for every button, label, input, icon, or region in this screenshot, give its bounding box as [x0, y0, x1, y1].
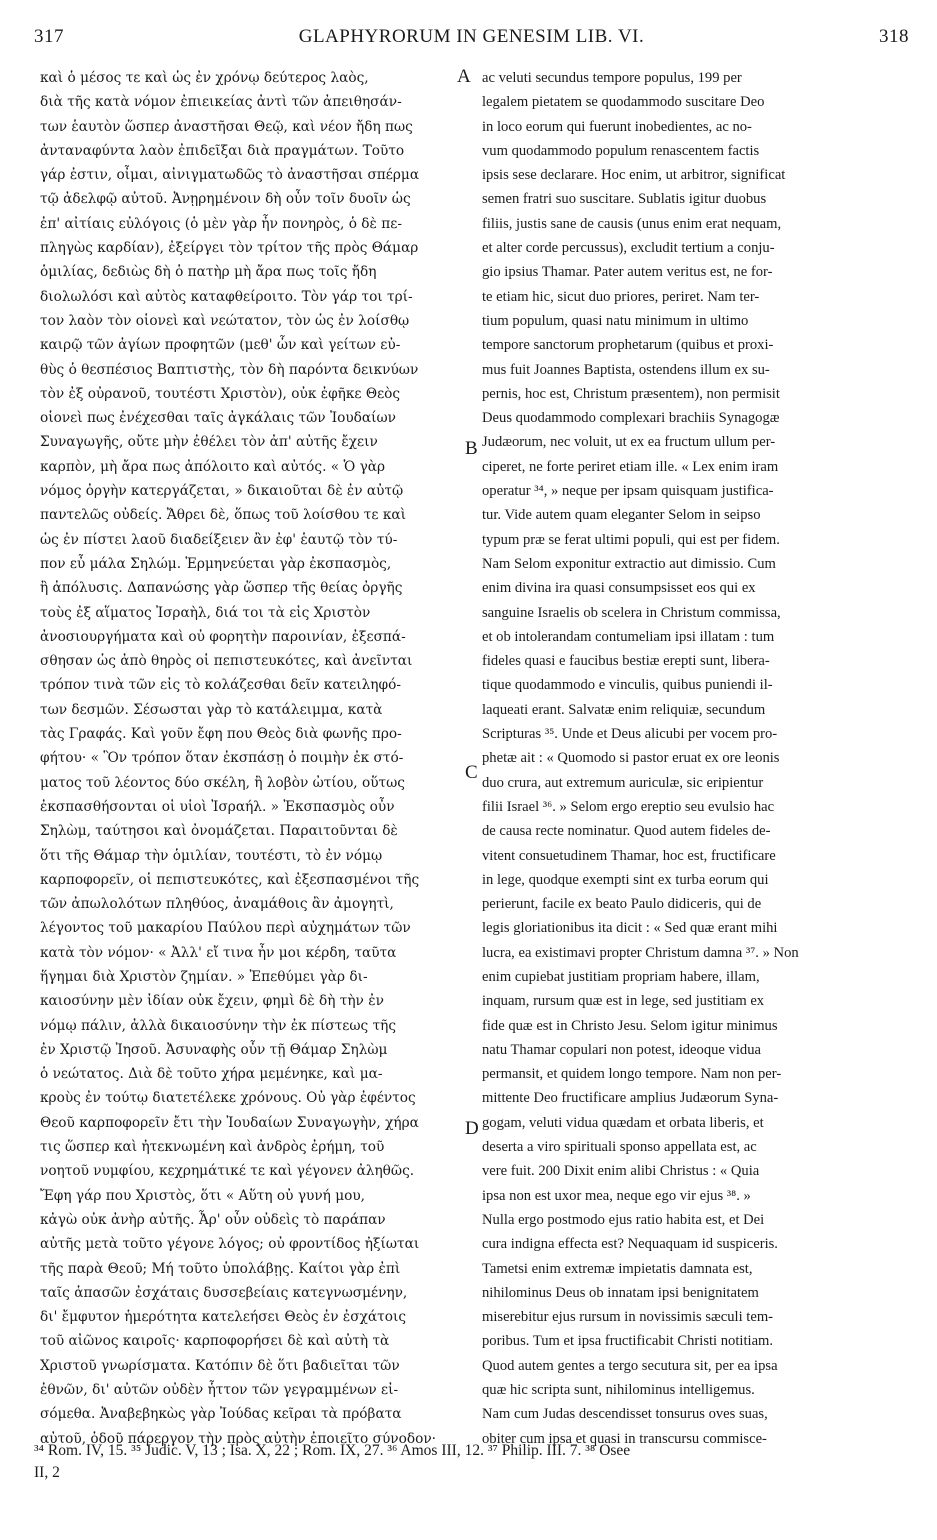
greek-text-line: οἱονεὶ πως ἐνέχεσθαι ταῖς ἀγκάλαις τῶν Ἰουδαίων	[40, 410, 396, 427]
latin-text-line: te etiam hic, sicut duo priores, periret. Nam ter-	[482, 288, 760, 305]
latin-text-line: mus fuit Joannes Baptista, ostendens illum ex su-	[482, 361, 770, 378]
latin-text-line: ipsis sese declarare. Hoc enim, ut arbitror, significat	[482, 167, 786, 184]
latin-text-line: gio ipsius Thamar. Pater autem veritus est, ne for-	[482, 264, 773, 281]
latin-text-line: filiis, justis sane de causis (unus enim erat nequam,	[482, 215, 782, 232]
latin-text-line: ac veluti secundus tempore populus, 199 per	[482, 70, 742, 86]
running-header	[34, 26, 909, 54]
greek-text-line: νόμῳ πάλιν, ἀλλὰ δικαιοσύνην τὴν ἐκ πίστεως τῆς	[40, 1017, 397, 1034]
greek-text-line: Ἔφη γάρ που Χριστὸς, ὅτι « Αὕτη οὐ γυνή μου,	[40, 1187, 366, 1204]
latin-text-line: perierunt, facile ex beato Paulo didiceris, qui de	[482, 896, 762, 913]
latin-text-line: natu Thamar copulari non potest, ideoque vidua	[482, 1041, 761, 1058]
latin-text-line: Nam cum Judas descendisset tonsurus oves suas,	[482, 1406, 768, 1423]
footnotes	[34, 1440, 914, 1484]
greek-text-line: τοῦ αἰῶνος καιροῖς· καρποφορήσει δὲ καὶ αὐτὴ τὰ	[40, 1333, 390, 1350]
latin-text-line: lucra, ea existimavi propter Christum damna ³⁷. » Non	[482, 944, 799, 961]
section-marker-d: D	[465, 1118, 479, 1139]
greek-text-line: Θεοῦ καρποφορεῖν ἔτι τὴν Ἰουδαίων Συναγωγὴν, χήρα	[40, 1114, 419, 1131]
latin-text-line: Nam Selom exponitur extractio aut dimissio. Cum	[482, 555, 776, 572]
latin-text-line: legalem pietatem se quodammodo suscitare Deo	[482, 94, 765, 111]
latin-text-line: tium populum, quasi natu minimum in ultimo	[482, 312, 749, 329]
latin-text-line: semen fratri suo suscitare. Sublatis igitur duobus	[482, 191, 767, 208]
greek-text-line: καὶ ὁ μέσος τε καὶ ὡς ἐν χρόνῳ δεύτερος λαὸς,	[40, 70, 369, 86]
greek-text-line: ἐθνῶν, δι' αὐτῶν οὐδὲν ἧττον τῶν γεγραμμένων εἰ-	[40, 1382, 399, 1399]
latin-text-line: gogam, veluti vidua quædam et orbata liberis, et	[482, 1114, 764, 1131]
greek-text-line: σθησαν ὡς ἀπὸ θηρὸς οἱ πεπιστευκότες, καὶ ἀνεῖνται	[40, 653, 413, 670]
latin-text-line: deserta a viro spirituali sponso appellata est, ac	[482, 1139, 757, 1156]
greek-text-line: διὰ τῆς κατὰ νόμον ἐπιεικείας ἀντὶ τῶν ἀπειθησάν-	[40, 94, 402, 111]
latin-text-line: miserebitur ejus rursum in novissimis sæculi tem-	[482, 1309, 774, 1326]
greek-text-line: πον εὖ μάλα Σηλώμ. Ἑρμηνεύεται γὰρ ἐκσπασμὸς,	[40, 555, 392, 572]
greek-text-line: των ἑαυτὸν ὥσπερ ἀναστῆσαι Θεῷ, καὶ νέον ἤδη πως	[40, 118, 413, 135]
latin-text-line: ipsa non est uxor mea, neque ego vir ejus ³⁸. »	[482, 1187, 751, 1204]
greek-text-line: ἀνοσιουργήματα καὶ οὐ φορητὴν παροινίαν, ἐξεσπά-	[40, 628, 406, 645]
greek-text-line: νοητοῦ νυμφίου, κεχρημάτικέ τε καὶ γέγονεν ἀληθῶς.	[40, 1163, 415, 1180]
latin-text-line: laqueati erant. Salvatæ enim reliquiæ, secundum	[482, 701, 766, 718]
latin-text-line: phetæ ait : « Quomodo si pastor eruat ex ore leonis	[482, 750, 780, 767]
section-marker-c: C	[465, 762, 478, 783]
latin-text-line: legis gloriationibus ita dicit : « Sed quæ erant mihi	[482, 920, 778, 937]
greek-text-line: ταῖς ἁπασῶν ἐσχάταις δυσσεβείαις κατεγνωσμένην,	[40, 1284, 408, 1301]
latin-text-line: nihilominus Deus ob innatam ipsi benignitatem	[482, 1284, 759, 1301]
latin-text-line: cura indigna effecta est? Nequaquam id suspiceris.	[482, 1236, 778, 1253]
latin-text-line: enim cupiebat justitiam propriam habere, illam,	[482, 968, 760, 985]
latin-text-line: in lege, quodque exempti sint ex turba eorum qui	[482, 871, 769, 888]
greek-text-line: αὐτῆς μετὰ τοῦτο γέγονε λόγος; οὐ φροντίδος ἠξίωται	[40, 1236, 420, 1253]
greek-text-line: κροὺς ἐν τούτῳ διατετέλεκε χρόνους. Οὐ γὰρ ἐφέντος	[40, 1090, 416, 1107]
greek-text-line: διολωλόσι καὶ αὐτὸς καταφθείροιτο. Τὸν γάρ τοι τρί-	[40, 288, 413, 305]
greek-text-line: Σηλὼμ, ταύτησοι καὶ ὀνομάζεται. Παραιτοῦνται δὲ	[40, 823, 398, 840]
greek-text-line: ἐπ' αἰτίαις εὐλόγοις (ὁ μὲν γὰρ ἦν πονηρὸς, ὁ δὲ πε-	[40, 215, 402, 232]
latin-text-line: in loco eorum qui fuerunt inobedientes, ac no-	[482, 118, 752, 135]
latin-text-line: Judæorum, nec voluit, ut ex ea fructum ullum per-	[482, 434, 776, 451]
latin-text-line: Nulla ergo postmodo ejus ratio habita est, et Dei	[482, 1211, 765, 1228]
latin-text-line: Scripturas ³⁵. Unde et Deus alicubi per vocem pro-	[482, 726, 778, 743]
greek-text-line: τῆς παρὰ Θεοῦ; Μή τοῦτο ὑπολάβῃς. Καίτοι γὰρ ἐπὶ	[40, 1260, 401, 1277]
greek-text-line: τρόπον τινὰ τῶν εἰς τὸ κολάζεσθαι δεῖν κατειληφό-	[40, 677, 401, 694]
greek-text-line: σόμεθα. Ἀναβεβηκὼς γὰρ Ἰούδας κεῖραι τὰ πρόβατα	[40, 1406, 402, 1423]
latin-text-line: typum præ se ferat ultimi populi, qui est per fidem.	[482, 531, 780, 548]
greek-text-line: καιοσύνην μὲν ἰδίαν οὐκ ἔχειν, φημὶ δὲ δὴ τὴν ἐν	[40, 993, 384, 1010]
greek-text-line: παντελῶς οὐδείς. Ἄθρει δὲ, ὅπως τοῦ λοίσθου τε καὶ	[40, 507, 406, 524]
running-title: GLAPHYRORUM IN GENESIM LIB. VI.	[298, 26, 645, 47]
greek-text-line: τὰς Γραφάς. Καὶ γοῦν ἔφη που Θεὸς διὰ φωνῆς προ-	[40, 726, 402, 743]
latin-text-line: tempore sanctorum prophetarum (quibus et proxi-	[482, 337, 774, 354]
page-number-left: 317	[34, 26, 64, 47]
greek-text-line: τῶν ἀπωλολότων πληθύος, ἀναμάθοις ἂν ἀμογητὶ,	[40, 896, 394, 913]
greek-text-line: κἀγὼ οὐκ ἀνὴρ αὐτῆς. Ἆρ' οὖν οὐδεὶς τὸ παράπαν	[40, 1211, 386, 1228]
latin-text-line: Tametsi enim extremæ impietatis damnata est,	[482, 1260, 753, 1277]
greek-text-line: ὁμιλίας, δεδιὼς δὴ ὁ πατὴρ μὴ ἄρα πως τοῖς ἤδη	[40, 264, 377, 281]
greek-text-line: Συναγωγῆς, οὔτε μὴν ἐθέλει τὸν ἀπ' αὐτῆς ἔχειν	[40, 434, 378, 451]
greek-text-line: των δεσμῶν. Σέσωσται γὰρ τὸ κατάλειμμα, κατὰ	[40, 701, 383, 718]
latin-text-line: vere fuit. 200 Dixit enim alibi Christus : « Quia	[482, 1163, 760, 1180]
latin-text-line: vitent consuetudinem Thamar, hoc est, fructificare	[482, 847, 776, 864]
page-number-right: 318	[879, 26, 909, 47]
greek-text-line: θὺς ὁ θεσπέσιος Βαπτιστὴς, τὸν δὴ παρόντα δεικνύων	[40, 361, 419, 378]
greek-text-line: τὸν ἐξ οὐρανοῦ, τουτέστι Χριστὸν), οὐκ ἐφῆκε Θεὸς	[40, 385, 401, 402]
latin-text-line: quæ hic scripta sunt, nihilominus intelligemus.	[482, 1382, 755, 1399]
latin-text-line: pernis, hoc est, Christum præsentem), non permisit	[482, 385, 780, 402]
greek-text-line: αὐτοῦ, ὁδοῦ πάρεργον τὴν πρὸς αὐτὴν ἐποιεῖτο σύνοδον·	[40, 1430, 437, 1447]
latin-text-column	[482, 66, 904, 1451]
greek-text-line: νόμος ὀργὴν κατεργάζεται, » δικαιοῦται δὲ ἐν αὐτῷ	[40, 483, 404, 500]
footnote-line: II, 2	[34, 1464, 60, 1481]
section-marker-b: B	[465, 438, 478, 459]
greek-text-line: γάρ ἐστιν, οἶμαι, αἰνιγματωδῶς τὸ ἀναστῆσαι σπέρμα	[40, 167, 420, 184]
greek-text-line: τῷ ἀδελφῷ αὐτοῦ. Ἀνῃρημένοιν δὴ οὖν τοῖν δυοῖν ὡς	[40, 191, 411, 208]
latin-text-line: obiter cum ipsa et quasi in transcursu commisce-	[482, 1430, 767, 1447]
greek-text-line: ἐν Χριστῷ Ἰησοῦ. Ἀσυναφὴς οὖν τῇ Θάμαρ Σηλὼμ	[40, 1041, 388, 1058]
greek-text-line: ὅτι τῆς Θάμαρ τὴν ὁμιλίαν, τουτέστι, τὸ ἐν νόμῳ	[40, 847, 383, 864]
greek-text-line: δι' ἔμφυτον ἡμερότητα κατελεήσει Θεὸς ἐν ἐσχάτοις	[40, 1309, 407, 1326]
latin-text-line: filii Israel ³⁶. » Selom ergo ereptio seu evulsio hac	[482, 798, 775, 815]
greek-text-line: καρποφορεῖν, οἱ πεπιστευκότες, καὶ ἐξεσπασμένοι τῆς	[40, 871, 420, 888]
latin-text-line: et ob intolerandam contumeliam ipsi illatam : tum	[482, 628, 775, 645]
latin-text-line: enim divina ira quasi consumpsisset eos qui ex	[482, 580, 756, 597]
greek-text-line: ματος τοῦ λέοντος δύο σκέλη, ἢ λοβὸν ὠτίου, οὕτως	[40, 774, 405, 791]
latin-text-line: Deus quodammodo complexari brachiis Synagogæ	[482, 410, 780, 427]
latin-text-line: Quod autem gentes a tergo secutura sit, per ea ipsa	[482, 1357, 778, 1374]
greek-text-line: καιρῷ τῶν ἁγίων προφητῶν (μεθ' ὧν καὶ γείτων εὐ-	[40, 337, 401, 354]
greek-text-line: φήτου· « Ὃν τρόπον ὅταν ἐκσπάσῃ ὁ ποιμὴν ἐκ στό-	[40, 750, 404, 767]
latin-text-line: sanguine Israelis ob scelera in Christum commissa,	[482, 604, 781, 621]
greek-text-line: ἀνταναφύντα λαὸν ἐπιδεῖξαι διὰ πραγμάτων. Τοῦτο	[40, 142, 405, 159]
latin-text-line: fide quæ est in Christo Jesu. Selom igitur minimus	[482, 1017, 778, 1034]
latin-text-line: fideles quasi e faucibus bestiæ erepti sunt, libera-	[482, 653, 770, 670]
latin-text-line: de causa recte nominatur. Quod autem fideles de-	[482, 823, 771, 840]
greek-text-line: λέγοντος τοῦ μακαρίου Παύλου περὶ αὐχημάτων τῶν	[40, 920, 411, 937]
latin-text-line: ciperet, ne forte periret etiam ille. « Lex enim iram	[482, 458, 779, 475]
latin-text-line: poribus. Tum et ipsa fructificabit Christi notitiam.	[482, 1333, 774, 1350]
section-marker-a: A	[457, 66, 471, 87]
greek-text-line: κατὰ τὸν νόμον· « Ἀλλ' εἴ τινα ἦν μοι κέρδη, ταῦτα	[40, 944, 397, 961]
greek-text-line: ἢ ἀπόλυσις. Δαπανώσης γὰρ ὥσπερ τῆς θείας ὀργῆς	[40, 580, 403, 597]
greek-text-line: τον λαὸν τὸν οἱονεὶ καὶ νεώτατον, τὸν ὡς ἐν λοίσθῳ	[40, 312, 410, 329]
latin-text-line: tur. Vide autem quam eleganter Selom in seipso	[482, 507, 761, 524]
latin-text-line: mittente Deo fructificare amplius Judæorum Syna-	[482, 1090, 779, 1107]
greek-text-line: ἐκσπασθήσονται οἱ υἱοὶ Ἰσραήλ. » Ἐκσπασμὸς οὖν	[40, 798, 395, 815]
greek-text-line: καρπὸν, μὴ ἄρα πως ἀπόλοιτο καὶ αὐτός. « Ὁ γὰρ	[40, 458, 386, 475]
latin-text-line: duo crura, aut extremum auriculæ, sic eripientur	[482, 774, 764, 791]
greek-text-line: ὡς ἐν πίστει λαοῦ διαδείξειεν ἂν ἐφ' ἑαυτῷ τὸν τύ-	[40, 531, 398, 548]
latin-text-line: permansit, et quidem longo tempore. Nam non per-	[482, 1066, 782, 1083]
greek-text-line: πληγὼς καρδίαν), ἐξείργει τὸν τρίτον τῆς πρὸς Θάμαρ	[40, 240, 419, 257]
greek-text-line: τις ὥσπερ καὶ ἠτεκνωμένη καὶ ἀνδρὸς ἐρήμη, τοῦ	[40, 1139, 385, 1156]
latin-text-line: inquam, rursum quæ est in lege, sed justitiam ex	[482, 993, 765, 1010]
greek-text-line: τοὺς ἐξ αἵματος Ἰσραὴλ, διά τοι τὰ εἰς Χριστὸν	[40, 604, 371, 621]
latin-text-line: tique quodammodo e vinculis, quibus puniendi il-	[482, 677, 773, 694]
latin-text-line: operatur ³⁴, » neque per ipsam quisquam justifica-	[482, 483, 774, 500]
footnote-line: ³⁴ Rom. IV, 15. ³⁵ Judic. V, 13 ; Isa. X, 22 ; Rom. IX, 27. ³⁶ Amos III, 12. ³⁷ Philip. III. 7. ³⁸ Osee	[34, 1442, 631, 1459]
latin-text-line: vum quodammodo populum renascentem factis	[482, 142, 760, 159]
greek-text-line: Χριστοῦ γνωρίσματα. Κατόπιν δὲ ὅτι βαδιεῖται τῶν	[40, 1357, 400, 1374]
greek-text-line: ἥγημαι διὰ Χριστὸν ζημίαν. » Ἐπεθύμει γὰρ δι-	[40, 968, 368, 985]
greek-text-line: ὁ νεώτατος. Διὰ δὲ τοῦτο χήρα μεμένηκε, καὶ μα-	[40, 1066, 383, 1083]
latin-text-line: et alter corde percussus), excludit tertium a conju-	[482, 240, 775, 257]
greek-text-column	[40, 66, 468, 1451]
